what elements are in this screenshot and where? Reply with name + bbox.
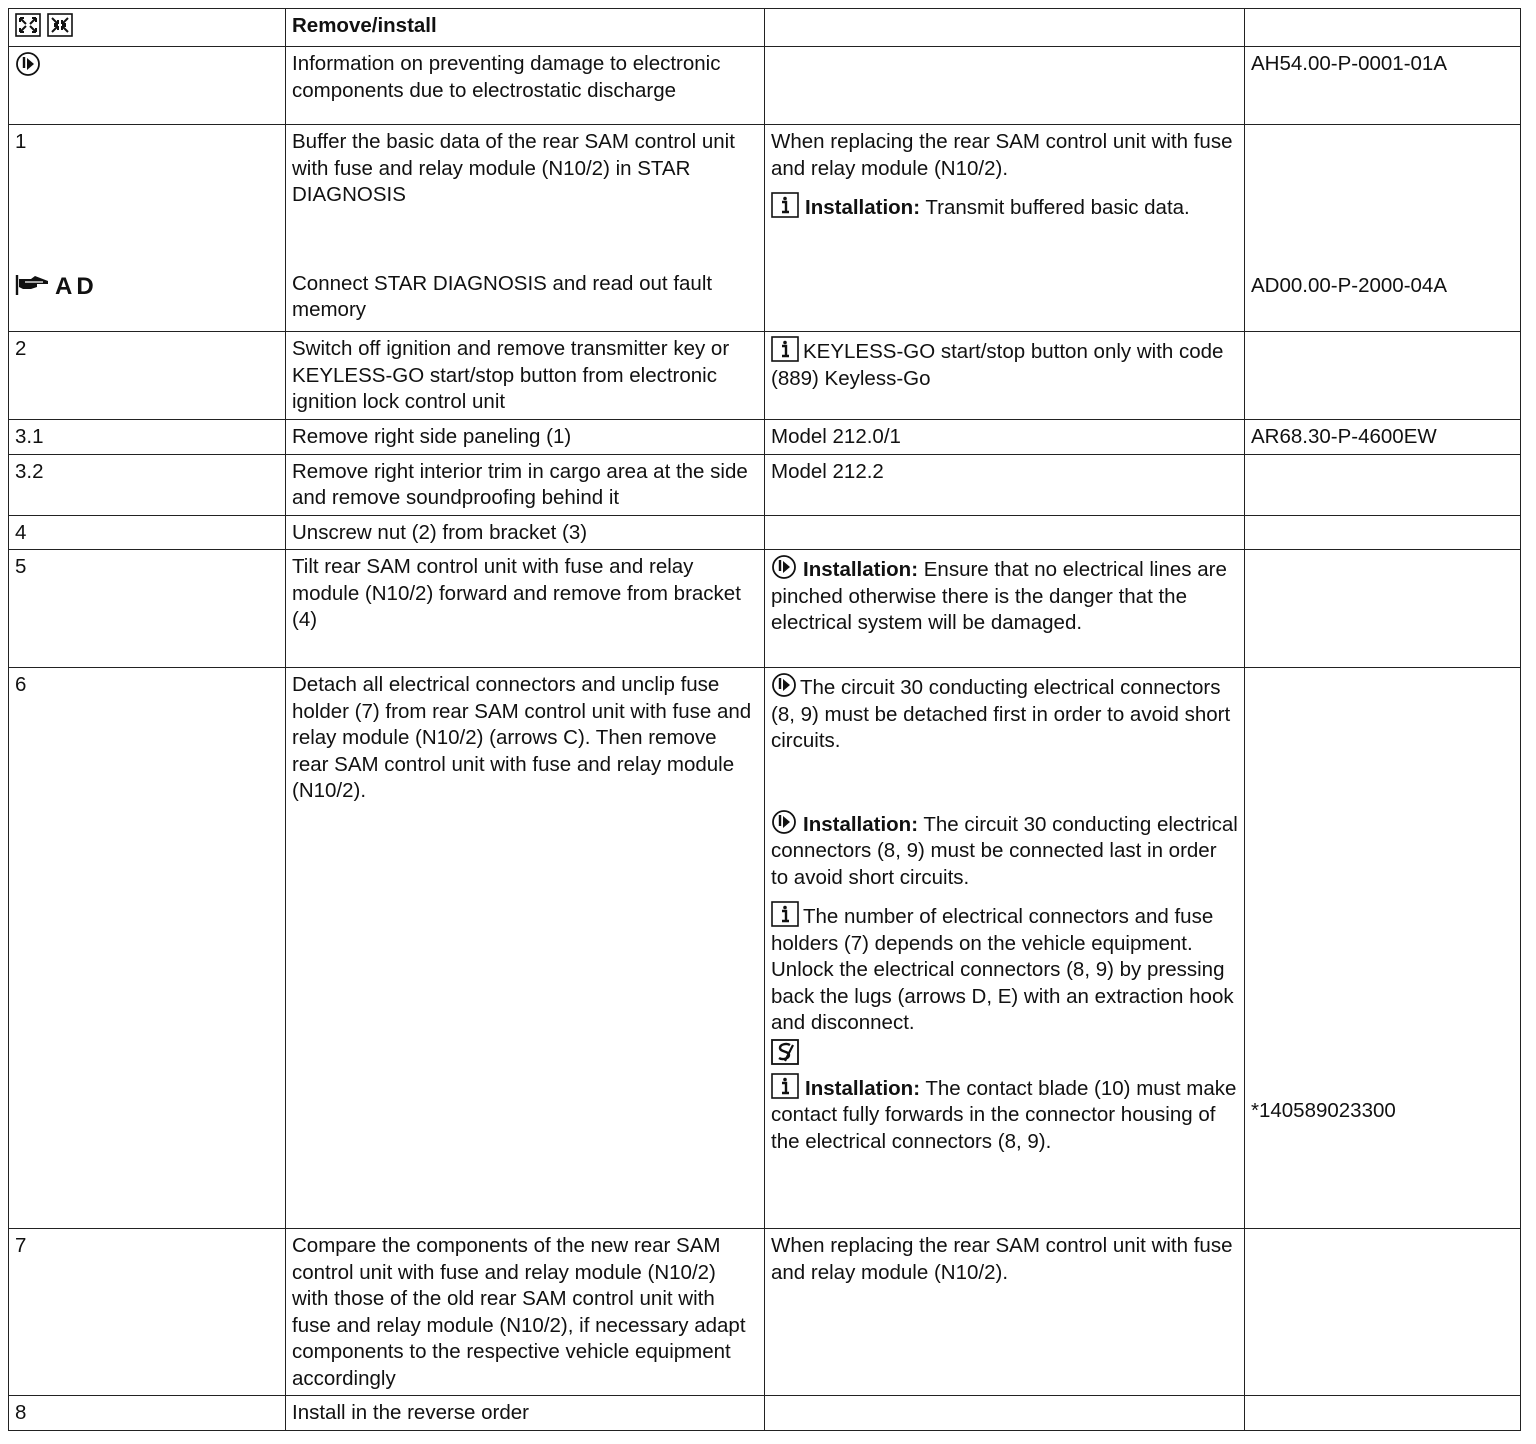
step-ref: AR68.30-P-4600EW — [1245, 420, 1521, 455]
step-number: 8 — [9, 1396, 286, 1431]
info-install-note: Installation: The contact blade (10) must make contact fully forwards in the connector housing of the electrical connectors (8, 9). — [771, 1073, 1238, 1156]
step-row-1 — [9, 125, 1521, 332]
header-icons-cell — [9, 9, 286, 47]
step-number: 5 — [9, 550, 286, 668]
caution-icon — [771, 672, 797, 698]
step-number: 1 — [15, 130, 27, 153]
step-text: Compare the components of the new rear SAM control unit with fuse and relay module (N10/2) with those of the old rear SAM control unit with fuse and relay module (N10/2), if necessary adapt components to the respective vehicle equipment accordingly — [286, 1229, 765, 1396]
step-row-2 — [9, 332, 1521, 420]
caution-note: The circuit 30 conducting electrical connectors (8, 9) must be detached first in order to avoid short circuits. — [771, 672, 1238, 755]
step-number: 3.1 — [9, 420, 286, 455]
step-row-5: 5 Tilt rear SAM control unit with fuse and relay module (N10/2) forward and remove from bracket (4) Installation: Ensure that no electrical lines are pinched otherwise there is the danger that the electrical system will be damaged. — [9, 550, 1521, 668]
header-row — [9, 9, 1521, 47]
step-number: 3.2 — [9, 454, 286, 515]
special-tool-icon — [771, 1039, 799, 1065]
caution-icon — [771, 554, 797, 580]
step-number: 6 — [9, 668, 286, 1229]
caution-install-note: Installation: The circuit 30 conducting electrical connectors (8, 9) must be connected last in order to avoid short circuits. — [771, 809, 1238, 892]
step-number: 7 — [9, 1229, 286, 1396]
step-row-4 — [9, 515, 1521, 550]
step-number: 4 — [9, 515, 286, 550]
info-icon — [771, 1073, 799, 1099]
step-note: When replacing the rear SAM control unit with fuse and relay module (N10/2). — [765, 1229, 1245, 1396]
tool-row — [771, 1037, 1238, 1067]
step-row-6 — [9, 668, 1521, 1229]
step-note: Model 212.2 — [765, 454, 1245, 515]
info-note: Installation: Transmit buffered basic data. — [771, 192, 1238, 222]
unlock-note: Unlock the electrical connectors (8, 9) by pressing back the lugs (arrows D, E) with an extraction hook and disconnect. — [771, 958, 1234, 1034]
tool-ref: *140589023300 — [1251, 1099, 1396, 1122]
info-icon — [771, 901, 799, 927]
step-text: Install in the reverse order — [286, 1396, 765, 1431]
header-title: Remove/install — [286, 9, 765, 47]
step-text: Remove right side paneling (1) — [286, 420, 765, 455]
ad-label: AD — [55, 272, 98, 300]
step-text: Remove right interior trim in cargo area at the side and remove soundproofing behind it — [286, 454, 765, 515]
info-icon — [771, 336, 799, 362]
install-icon — [47, 13, 73, 37]
pointing-hand-icon — [15, 274, 51, 296]
step-row-7 — [9, 1229, 1521, 1396]
step-text: Tilt rear SAM control unit with fuse and relay module (N10/2) forward and remove from bracket (4) — [286, 550, 765, 668]
step-row-3-2 — [9, 454, 1521, 515]
procedure-table — [8, 8, 1521, 1431]
step-number: 2 — [9, 332, 286, 420]
step-note: When replacing the rear SAM control unit with fuse and relay module (N10/2). — [771, 130, 1233, 180]
remove-icon — [15, 13, 41, 37]
ad-marker — [15, 274, 279, 302]
esd-ref: AH54.00-P-0001-01A — [1245, 47, 1521, 125]
caution-icon — [771, 809, 797, 835]
caution-icon — [15, 51, 41, 77]
step-text: Buffer the basic data of the rear SAM control unit with fuse and relay module (N10/2) in STAR DIAGNOSIS — [292, 130, 735, 206]
ad-text: Connect STAR DIAGNOSIS and read out fault memory — [292, 271, 713, 321]
step-note: Model 212.0/1 — [765, 420, 1245, 455]
info-note: The number of electrical connectors and fuse holders (7) depends on the vehicle equipment. — [771, 901, 1238, 957]
ad-ref: AD00.00-P-2000-04A — [1251, 274, 1448, 297]
step-row-3-1 — [9, 420, 1521, 455]
step-row-8 — [9, 1396, 1521, 1431]
step-note: KEYLESS-GO start/stop button only with code (889) Keyless-Go — [771, 340, 1224, 390]
info-icon — [771, 192, 799, 218]
esd-text: Information on preventing damage to electronic components due to electrostatic discharge — [286, 47, 765, 125]
esd-row — [9, 47, 1521, 125]
step-text: Switch off ignition and remove transmitter key or KEYLESS-GO start/stop button from electronic ignition lock control unit — [286, 332, 765, 420]
step-text: Unscrew nut (2) from bracket (3) — [286, 515, 765, 550]
step-text: Detach all electrical connectors and unclip fuse holder (7) from rear SAM control unit with fuse and relay module (N10/2) (arrows C). Then remove rear SAM control unit with fuse and relay module (N10/2). — [286, 668, 765, 1229]
